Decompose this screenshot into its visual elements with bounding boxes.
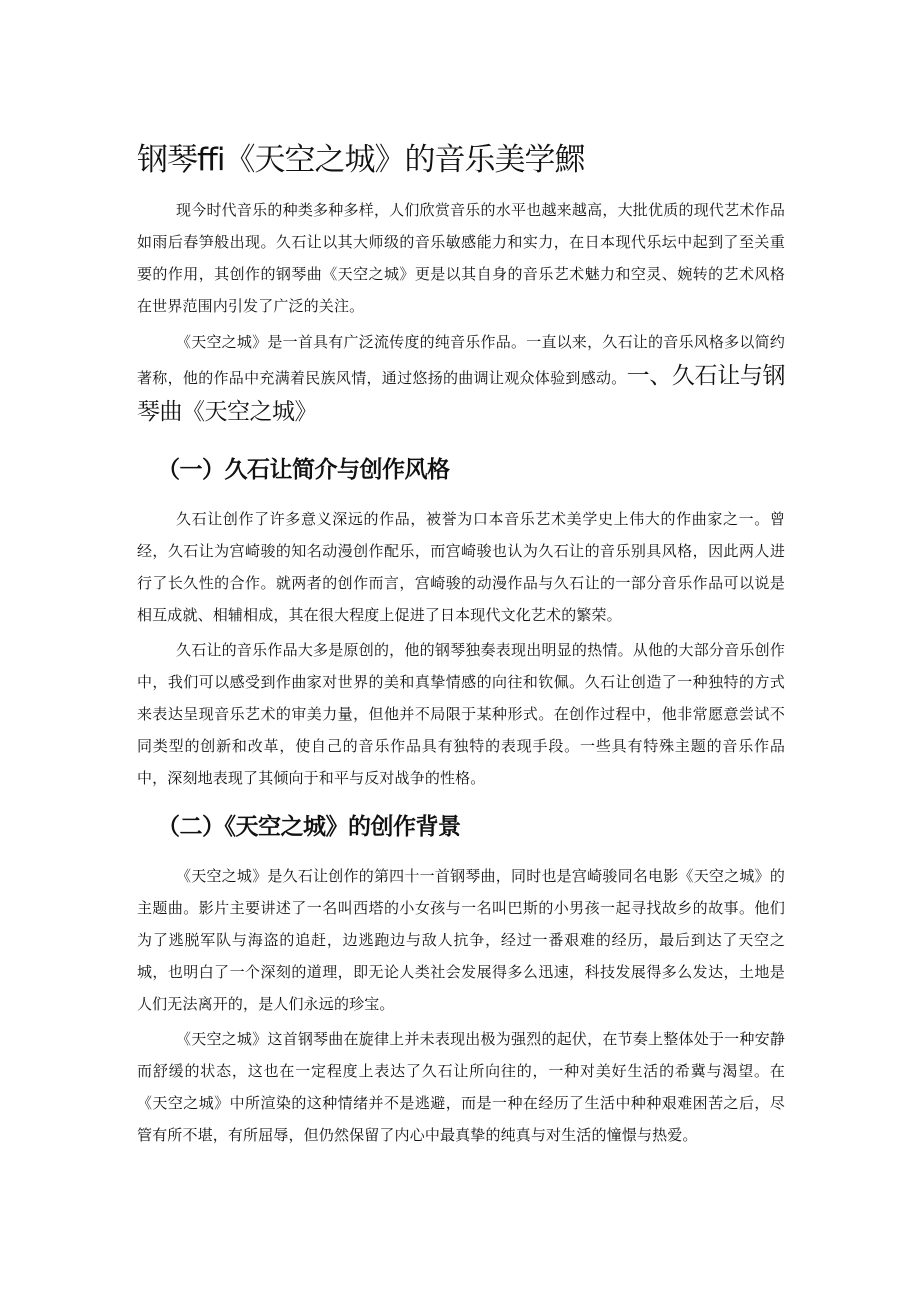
body-paragraph: 《天空之城》是久石让创作的第四十一首钢琴曲，同时也是宫崎骏同名电影《天空之城》的主题曲。影片主要讲述了一名叫西塔的小女孩与一名叫巴斯的小男孩一起寻找故乡的故事。他们为了逃脱军队与海盗的追赶，边逃跑边与敌人抗争，经过一番艰难的经历，最后到达了天空之城，也明白了一个深刻的道理，即无论人类社会发展得多么迅速，科技发展得多么发达，土地是人们无法离开的，是人们永远的珍宝。: [137, 867, 785, 1013]
intro-paragraph: 现今时代音乐的种类多种多样，人们欣赏音乐的水平也越来越高，大批优质的现代艺术作品如雨后春笋般出现。久石让以其大师级的音乐敏感能力和实力，在日本现代乐坛中起到了至关重要的作用，其创作的钢琴曲《天空之城》更是以其自身的音乐艺术魅力和空灵、婉转的艺术风格在世界范围内引发了广泛的关注。: [137, 201, 785, 315]
section-heading: （二）《天空之城》的创作背景: [157, 814, 461, 840]
chapter-heading: 一、久石让与钢琴曲《天空之城》: [137, 363, 785, 425]
body-paragraph: 久石让创作了许多意义深远的作品，被誉为口本音乐艺术美学史上伟大的作曲家之一。曾经，久石让为宫崎骏的知名动漫创作配乐，而宫崎骏也认为久石让的音乐别具风格，因此两人进行了长久性的合作。就两者的创作而言，宫崎骏的动漫作品与久石让的一部分音乐作品可以说是相互成就、相辅相成，其在很大程度上促进了日本现代文化艺术的繁荣。: [137, 510, 785, 624]
body-paragraph: 久石让的音乐作品大多是原创的，他的钢琴独奏表现出明显的热情。从他的大部分音乐创作中，我们可以感受到作曲家对世界的美和真挚情感的向往和钦佩。久石让创造了一种独特的方式来表达呈现音乐艺术的审美力量，但他并不局限于某种形式。在创作过程中，他非常愿意尝试不同类型的创新和改革，使自己的音乐作品具有独特的表现手段。一些具有特殊主题的音乐作品中，深刻地表现了其倾向于和平与反对战争的性格。: [137, 641, 785, 787]
body-paragraph: 《天空之城》这首钢琴曲在旋律上并未表现出极为强烈的起伏，在节奏上整体处于一种安静而舒缓的状态，这也在一定程度上表达了久石让所向往的，一种对美好生活的希冀与渴望。在《天空之城》中所渲染的这种情绪并不是逃避，而是一种在经历了生活中种种艰难困苦之后，尽管有所不堪，有所屈辱，但仍然保留了内心中最真挚的纯真与对生活的憧憬与热爱。: [137, 1030, 785, 1144]
section-heading: （一）久石让简介与创作风格: [157, 457, 450, 483]
intro-paragraph-with-chapter-heading: [137, 325, 785, 431]
intro-paragraph-text: 《天空之城》是一首具有广泛流传度的纯音乐作品。一直以来，久石让的音乐风格多以简约著称，他的作品中充满着民族风情，通过悠扬的曲调让观众体验到感动。: [137, 333, 785, 387]
document-title: 钢琴ffi《天空之城》的音乐美学鰥: [137, 142, 585, 178]
document-body: [137, 136, 785, 1151]
